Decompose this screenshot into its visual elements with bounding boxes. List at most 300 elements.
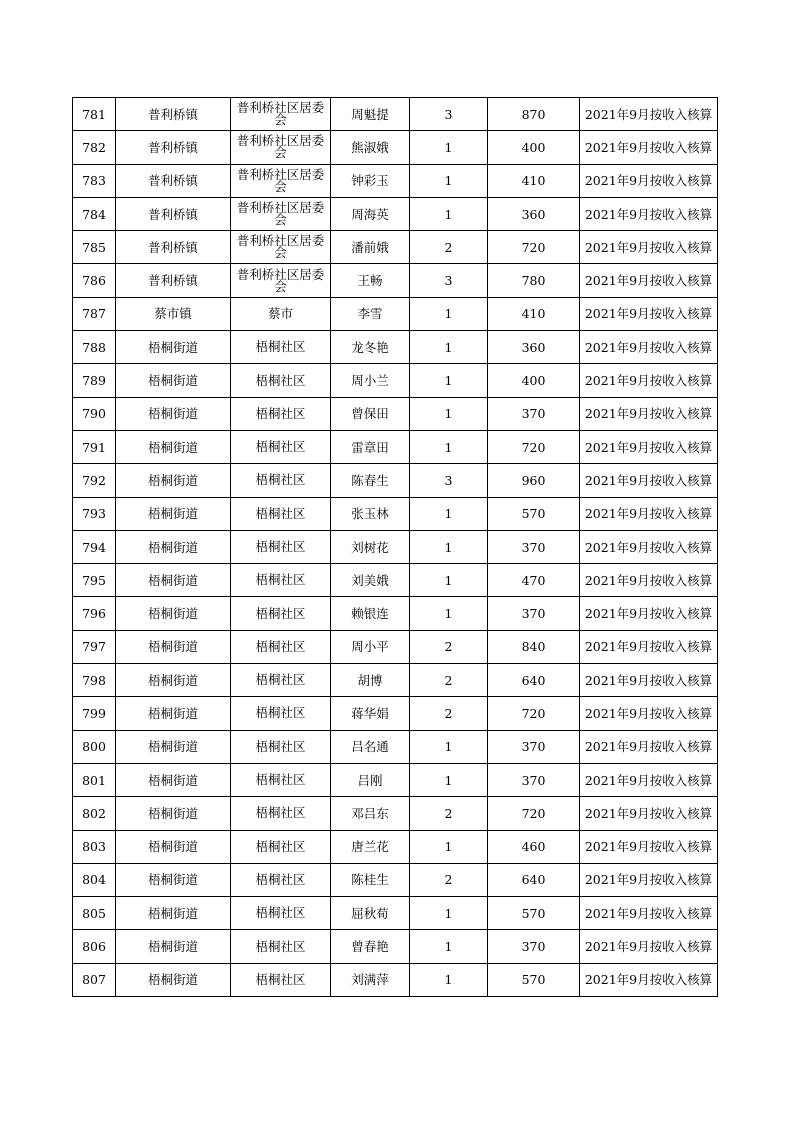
- persons-cell: [410, 131, 488, 164]
- persons-cell: [410, 730, 488, 763]
- community-cell-text: 梧桐社区: [255, 871, 306, 887]
- community-cell: [231, 630, 331, 663]
- town-cell: [116, 897, 231, 930]
- town-cell-text: 梧桐街道: [147, 772, 198, 788]
- persons-cell-text: 1: [444, 972, 453, 988]
- amount-cell-text: 370: [521, 406, 546, 422]
- amount-cell: [488, 397, 580, 430]
- persons-cell: [410, 697, 488, 730]
- community-cell: [231, 164, 331, 197]
- amount-cell-text: 720: [521, 439, 546, 455]
- amount-cell: [488, 597, 580, 630]
- data-table: [72, 97, 718, 997]
- town-cell: [116, 131, 231, 164]
- row-number-cell: [73, 564, 116, 597]
- amount-cell: [488, 98, 580, 131]
- amount-cell: [488, 630, 580, 663]
- note-cell-text: 2021年9月按收入核算: [584, 439, 713, 455]
- amount-cell: [488, 497, 580, 530]
- community-cell-text: 普利桥社区居委会: [236, 200, 325, 228]
- name-cell: [331, 297, 410, 330]
- community-cell: [231, 763, 331, 796]
- table-row: [73, 930, 718, 963]
- persons-cell: [410, 897, 488, 930]
- amount-cell-text: 640: [521, 872, 546, 888]
- table-row: [73, 697, 718, 730]
- row-number-cell: [73, 597, 116, 630]
- persons-cell-text: 1: [444, 306, 453, 322]
- community-cell: [231, 497, 331, 530]
- town-cell-text: 普利桥镇: [147, 139, 198, 155]
- town-cell-text: 梧桐街道: [147, 472, 198, 488]
- community-cell: [231, 98, 331, 131]
- note-cell: [580, 897, 718, 930]
- row-number-cell-text: 786: [82, 273, 106, 289]
- row-number-cell-text: 781: [82, 106, 106, 122]
- town-cell: [116, 297, 231, 330]
- table-row: [73, 630, 718, 663]
- row-number-cell: [73, 231, 116, 264]
- community-cell-text: 梧桐社区: [255, 738, 306, 754]
- note-cell: [580, 464, 718, 497]
- name-cell-text: 周小兰: [351, 373, 389, 389]
- town-cell: [116, 564, 231, 597]
- town-cell-text: 普利桥镇: [147, 206, 198, 222]
- row-number-cell-text: 797: [82, 639, 106, 655]
- persons-cell: [410, 464, 488, 497]
- town-cell-text: 梧桐街道: [147, 572, 198, 588]
- town-cell: [116, 164, 231, 197]
- persons-cell: [410, 664, 488, 697]
- row-number-cell-text: 784: [82, 206, 106, 222]
- town-cell-text: 梧桐街道: [147, 739, 198, 755]
- table-row: [73, 564, 718, 597]
- note-cell: [580, 630, 718, 663]
- name-cell-text: 刘满萍: [351, 972, 389, 988]
- town-cell: [116, 730, 231, 763]
- community-cell: [231, 597, 331, 630]
- table-row: [73, 98, 718, 131]
- amount-cell: [488, 530, 580, 563]
- table-row: [73, 164, 718, 197]
- amount-cell: [488, 897, 580, 930]
- name-cell: [331, 897, 410, 930]
- amount-cell: [488, 131, 580, 164]
- amount-cell: [488, 763, 580, 796]
- row-number-cell: [73, 963, 116, 996]
- table-row: [73, 497, 718, 530]
- amount-cell-text: 370: [521, 739, 546, 755]
- persons-cell-text: 1: [444, 572, 453, 588]
- row-number-cell: [73, 164, 116, 197]
- row-number-cell-text: 804: [82, 872, 106, 888]
- persons-cell: [410, 630, 488, 663]
- table-row: [73, 530, 718, 563]
- row-number-cell: [73, 364, 116, 397]
- persons-cell: [410, 763, 488, 796]
- name-cell: [331, 664, 410, 697]
- community-cell: [231, 664, 331, 697]
- community-cell-text: 普利桥社区居委会: [236, 100, 325, 128]
- persons-cell: [410, 397, 488, 430]
- amount-cell-text: 570: [521, 506, 546, 522]
- community-cell: [231, 730, 331, 763]
- amount-cell-text: 960: [521, 472, 546, 488]
- amount-cell: [488, 197, 580, 230]
- row-number-cell-text: 800: [82, 739, 106, 755]
- note-cell: [580, 530, 718, 563]
- name-cell: [331, 863, 410, 896]
- name-cell-text: 曾保田: [351, 406, 389, 422]
- note-cell-text: 2021年9月按收入核算: [584, 273, 713, 289]
- persons-cell-text: 1: [444, 139, 453, 155]
- town-cell-text: 梧桐街道: [147, 373, 198, 389]
- row-number-cell-text: 793: [82, 506, 106, 522]
- row-number-cell: [73, 131, 116, 164]
- name-cell-text: 唐兰花: [351, 839, 389, 855]
- row-number-cell: [73, 763, 116, 796]
- name-cell-text: 周小平: [351, 639, 389, 655]
- row-number-cell-text: 802: [82, 805, 106, 821]
- note-cell-text: 2021年9月按收入核算: [584, 839, 713, 855]
- row-number-cell: [73, 297, 116, 330]
- persons-cell-text: 1: [444, 939, 453, 955]
- name-cell: [331, 763, 410, 796]
- persons-cell: [410, 830, 488, 863]
- town-cell-text: 普利桥镇: [147, 106, 198, 122]
- row-number-cell-text: 805: [82, 905, 106, 921]
- name-cell: [331, 697, 410, 730]
- note-cell: [580, 797, 718, 830]
- persons-cell-text: 2: [444, 705, 453, 721]
- town-cell: [116, 464, 231, 497]
- note-cell: [580, 963, 718, 996]
- amount-cell-text: 720: [521, 239, 546, 255]
- row-number-cell: [73, 264, 116, 297]
- name-cell-text: 熊淑娥: [351, 139, 389, 155]
- town-cell: [116, 497, 231, 530]
- name-cell: [331, 797, 410, 830]
- note-cell-text: 2021年9月按收入核算: [584, 772, 713, 788]
- amount-cell: [488, 231, 580, 264]
- table-body: [73, 98, 718, 997]
- persons-cell-text: 3: [444, 106, 453, 122]
- persons-cell-text: 1: [444, 506, 453, 522]
- amount-cell: [488, 297, 580, 330]
- persons-cell: [410, 331, 488, 364]
- row-number-cell: [73, 697, 116, 730]
- row-number-cell-text: 782: [82, 139, 106, 155]
- amount-cell-text: 570: [521, 972, 546, 988]
- name-cell-text: 刘美娥: [351, 572, 389, 588]
- community-cell-text: 梧桐社区: [255, 838, 306, 854]
- row-number-cell-text: 798: [82, 672, 106, 688]
- table-row: [73, 763, 718, 796]
- name-cell: [331, 397, 410, 430]
- community-cell-text: 梧桐社区: [255, 539, 306, 554]
- row-number-cell: [73, 897, 116, 930]
- name-cell: [331, 98, 410, 131]
- note-cell: [580, 131, 718, 164]
- row-number-cell-text: 806: [82, 939, 106, 955]
- name-cell: [331, 430, 410, 463]
- persons-cell: [410, 797, 488, 830]
- persons-cell-text: 1: [444, 173, 453, 189]
- amount-cell-text: 370: [521, 539, 546, 555]
- note-cell-text: 2021年9月按收入核算: [584, 373, 713, 389]
- town-cell-text: 蔡市镇: [154, 306, 192, 322]
- town-cell-text: 梧桐街道: [147, 705, 198, 721]
- community-cell-text: 梧桐社区: [255, 772, 306, 788]
- community-cell: [231, 830, 331, 863]
- name-cell: [331, 730, 410, 763]
- town-cell: [116, 930, 231, 963]
- amount-cell: [488, 863, 580, 896]
- row-number-cell: [73, 797, 116, 830]
- row-number-cell: [73, 830, 116, 863]
- community-cell-text: 梧桐社区: [255, 372, 306, 388]
- note-cell-text: 2021年9月按收入核算: [584, 173, 713, 189]
- town-cell-text: 梧桐街道: [147, 839, 198, 855]
- community-cell: [231, 697, 331, 730]
- row-number-cell: [73, 664, 116, 697]
- name-cell: [331, 264, 410, 297]
- name-cell-text: 王畅: [357, 273, 383, 289]
- amount-cell-text: 640: [521, 672, 546, 688]
- town-cell-text: 梧桐街道: [147, 339, 198, 355]
- town-cell: [116, 630, 231, 663]
- amount-cell: [488, 464, 580, 497]
- town-cell-text: 梧桐街道: [147, 406, 198, 422]
- name-cell-text: 胡博: [357, 672, 383, 688]
- note-cell-text: 2021年9月按收入核算: [584, 506, 713, 522]
- row-number-cell: [73, 530, 116, 563]
- note-cell-text: 2021年9月按收入核算: [584, 239, 713, 255]
- name-cell: [331, 231, 410, 264]
- persons-cell-text: 1: [444, 439, 453, 455]
- note-cell-text: 2021年9月按收入核算: [584, 939, 713, 955]
- persons-cell-text: 1: [444, 905, 453, 921]
- note-cell-text: 2021年9月按收入核算: [584, 339, 713, 355]
- town-cell-text: 梧桐街道: [147, 639, 198, 655]
- persons-cell: [410, 863, 488, 896]
- persons-cell-text: 2: [444, 672, 453, 688]
- town-cell: [116, 231, 231, 264]
- amount-cell: [488, 797, 580, 830]
- amount-cell: [488, 730, 580, 763]
- persons-cell-text: 1: [444, 373, 453, 389]
- note-cell-text: 2021年9月按收入核算: [584, 606, 713, 622]
- note-cell: [580, 297, 718, 330]
- row-number-cell-text: 799: [82, 705, 106, 721]
- town-cell-text: 梧桐街道: [147, 872, 198, 888]
- persons-cell: [410, 930, 488, 963]
- town-cell: [116, 430, 231, 463]
- row-number-cell-text: 803: [82, 839, 106, 855]
- persons-cell: [410, 530, 488, 563]
- town-cell: [116, 597, 231, 630]
- name-cell: [331, 597, 410, 630]
- community-cell: [231, 564, 331, 597]
- name-cell: [331, 930, 410, 963]
- name-cell-text: 李雪: [357, 306, 383, 322]
- note-cell: [580, 664, 718, 697]
- note-cell: [580, 264, 718, 297]
- town-cell-text: 普利桥镇: [147, 239, 198, 255]
- row-number-cell: [73, 397, 116, 430]
- table-row: [73, 897, 718, 930]
- community-cell: [231, 397, 331, 430]
- amount-cell-text: 470: [521, 572, 546, 588]
- amount-cell: [488, 164, 580, 197]
- community-cell-text: 梧桐社区: [255, 672, 306, 688]
- row-number-cell-text: 787: [82, 306, 106, 322]
- amount-cell: [488, 963, 580, 996]
- community-cell-text: 普利桥社区居委会: [236, 233, 325, 261]
- community-cell: [231, 131, 331, 164]
- table-row: [73, 297, 718, 330]
- amount-cell-text: 400: [521, 139, 546, 155]
- amount-cell-text: 410: [521, 306, 546, 322]
- table-row: [73, 830, 718, 863]
- note-cell-text: 2021年9月按收入核算: [584, 739, 713, 755]
- note-cell: [580, 98, 718, 131]
- name-cell-text: 钟彩玉: [351, 173, 389, 189]
- note-cell-text: 2021年9月按收入核算: [584, 472, 713, 488]
- table-row: [73, 597, 718, 630]
- persons-cell-text: 1: [444, 206, 453, 222]
- name-cell-text: 吕名通: [351, 739, 389, 755]
- row-number-cell-text: 790: [82, 406, 106, 422]
- note-cell: [580, 397, 718, 430]
- table-row: [73, 131, 718, 164]
- community-cell: [231, 797, 331, 830]
- persons-cell: [410, 164, 488, 197]
- community-cell-text: 梧桐社区: [255, 705, 306, 721]
- community-cell-text: 普利桥社区居委会: [236, 266, 325, 294]
- row-number-cell-text: 807: [82, 972, 106, 988]
- community-cell: [231, 364, 331, 397]
- table-row: [73, 664, 718, 697]
- amount-cell: [488, 331, 580, 364]
- row-number-cell: [73, 930, 116, 963]
- persons-cell: [410, 197, 488, 230]
- persons-cell-text: 2: [444, 639, 453, 655]
- amount-cell-text: 870: [521, 106, 546, 122]
- community-cell-text: 梧桐社区: [255, 439, 306, 455]
- name-cell: [331, 464, 410, 497]
- persons-cell-text: 3: [444, 273, 453, 289]
- community-cell: [231, 430, 331, 463]
- town-cell: [116, 98, 231, 131]
- persons-cell-text: 1: [444, 339, 453, 355]
- note-cell-text: 2021年9月按收入核算: [584, 406, 713, 422]
- table-row: [73, 264, 718, 297]
- name-cell: [331, 830, 410, 863]
- persons-cell-text: 2: [444, 872, 453, 888]
- persons-cell-text: 2: [444, 805, 453, 821]
- community-cell: [231, 897, 331, 930]
- persons-cell: [410, 597, 488, 630]
- community-cell-text: 梧桐社区: [255, 805, 306, 821]
- row-number-cell-text: 791: [82, 439, 106, 455]
- community-cell: [231, 264, 331, 297]
- town-cell: [116, 331, 231, 364]
- persons-cell: [410, 297, 488, 330]
- name-cell-text: 屈秋荀: [351, 905, 389, 921]
- note-cell: [580, 830, 718, 863]
- persons-cell-text: 1: [444, 739, 453, 755]
- community-cell-text: 梧桐社区: [255, 572, 306, 588]
- name-cell-text: 刘树花: [351, 539, 389, 555]
- name-cell: [331, 497, 410, 530]
- name-cell-text: 龙冬艳: [351, 339, 389, 355]
- note-cell: [580, 497, 718, 530]
- table-row: [73, 797, 718, 830]
- row-number-cell-text: 801: [82, 772, 106, 788]
- name-cell: [331, 331, 410, 364]
- community-cell-text: 蔡市: [267, 305, 293, 321]
- persons-cell-text: 2: [444, 239, 453, 255]
- note-cell: [580, 197, 718, 230]
- name-cell-text: 张玉林: [351, 506, 389, 522]
- note-cell-text: 2021年9月按收入核算: [584, 905, 713, 921]
- community-cell-text: 梧桐社区: [255, 605, 306, 621]
- amount-cell-text: 400: [521, 373, 546, 389]
- name-cell: [331, 564, 410, 597]
- town-cell-text: 梧桐街道: [147, 905, 198, 921]
- amount-cell-text: 370: [521, 606, 546, 622]
- note-cell: [580, 863, 718, 896]
- name-cell-text: 赖银连: [351, 606, 389, 622]
- name-cell: [331, 131, 410, 164]
- note-cell-text: 2021年9月按收入核算: [584, 306, 713, 322]
- community-cell-text: 普利桥社区居委会: [236, 133, 325, 161]
- row-number-cell: [73, 430, 116, 463]
- community-cell-text: 梧桐社区: [255, 905, 306, 921]
- amount-cell-text: 370: [521, 939, 546, 955]
- name-cell-text: 蒋华娟: [351, 705, 389, 721]
- table-row: [73, 397, 718, 430]
- community-cell-text: 梧桐社区: [255, 405, 306, 421]
- amount-cell-text: 840: [521, 639, 546, 655]
- note-cell: [580, 430, 718, 463]
- row-number-cell: [73, 863, 116, 896]
- row-number-cell-text: 785: [82, 239, 106, 255]
- town-cell: [116, 664, 231, 697]
- community-cell: [231, 930, 331, 963]
- town-cell: [116, 397, 231, 430]
- row-number-cell: [73, 630, 116, 663]
- row-number-cell: [73, 197, 116, 230]
- persons-cell-text: 1: [444, 839, 453, 855]
- note-cell: [580, 231, 718, 264]
- table-row: [73, 730, 718, 763]
- table-row: [73, 464, 718, 497]
- community-cell-text: 梧桐社区: [255, 472, 306, 488]
- row-number-cell-text: 789: [82, 373, 106, 389]
- amount-cell: [488, 364, 580, 397]
- persons-cell: [410, 231, 488, 264]
- row-number-cell-text: 794: [82, 539, 106, 555]
- note-cell: [580, 564, 718, 597]
- persons-cell-text: 1: [444, 772, 453, 788]
- row-number-cell: [73, 331, 116, 364]
- town-cell-text: 梧桐街道: [147, 972, 198, 988]
- town-cell-text: 梧桐街道: [147, 506, 198, 522]
- name-cell-text: 雷章田: [351, 439, 389, 455]
- community-cell-text: 梧桐社区: [255, 505, 306, 521]
